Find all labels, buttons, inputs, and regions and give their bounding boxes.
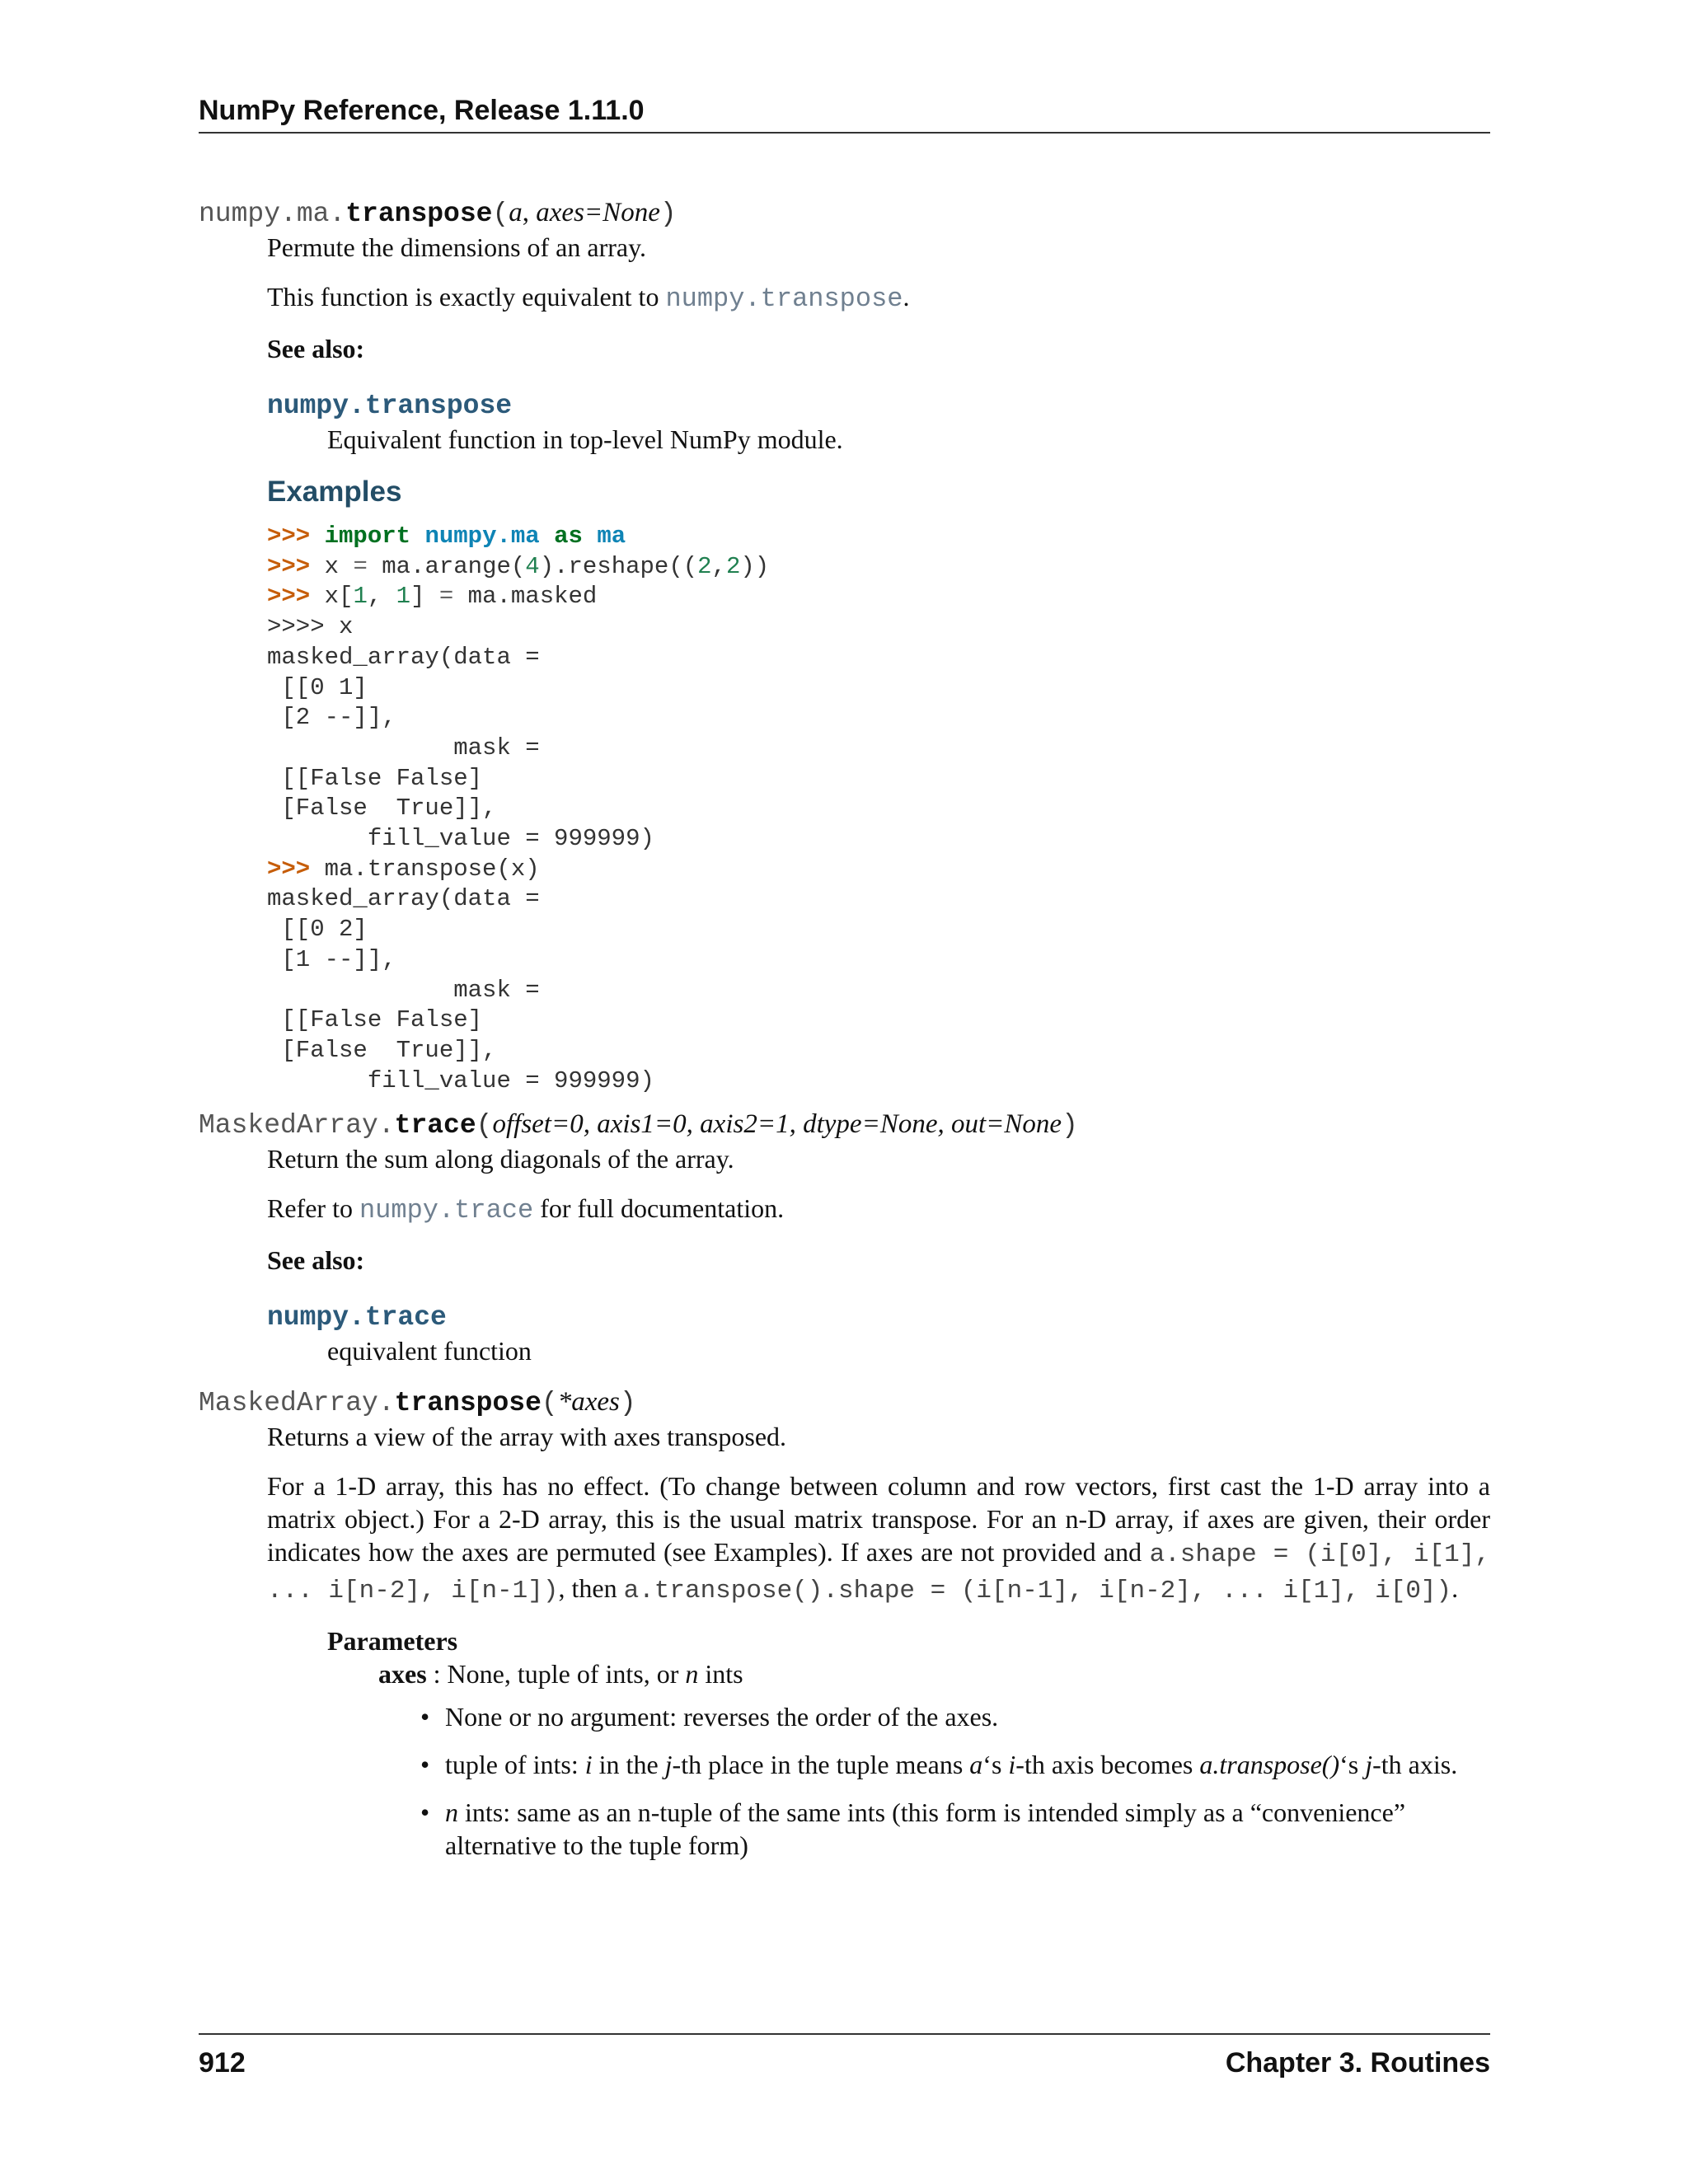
- operator: =: [353, 552, 368, 580]
- text: ‘s: [1339, 1750, 1366, 1780]
- numpy-trace-link[interactable]: numpy.trace: [359, 1195, 534, 1226]
- sig-args: *axes: [557, 1387, 620, 1418]
- page-number: 912: [199, 2047, 246, 2079]
- number: 1: [396, 583, 411, 611]
- code-text: ,: [367, 583, 396, 611]
- code-text: ma.arange(: [367, 552, 526, 580]
- code-example: [267, 522, 1490, 1096]
- see-also-heading: See also:: [267, 334, 365, 363]
- equivalence-text: [267, 280, 1490, 316]
- list-item: [420, 1796, 1490, 1862]
- sig-open-paren: (: [476, 1110, 493, 1141]
- sig-prefix: MaskedArray.: [199, 1388, 395, 1419]
- summary: Return the sum along diagonals of the array.: [267, 1144, 734, 1174]
- text: ‘s: [982, 1750, 1009, 1780]
- ma-transpose-signature: [199, 196, 1490, 231]
- trace-signature: [199, 1108, 1490, 1142]
- prompt: >>>: [267, 583, 311, 611]
- refer-a: Refer to: [267, 1193, 359, 1224]
- equiv-text: This function is exactly equivalent to: [267, 282, 666, 312]
- text: -th axis becomes: [1015, 1750, 1200, 1780]
- code-text: x: [324, 552, 354, 580]
- desc-then: , then: [558, 1573, 624, 1604]
- code-line: [267, 855, 1490, 885]
- text: i: [1008, 1750, 1016, 1780]
- code-text: ]: [410, 583, 439, 611]
- summary: Returns a view of the array with axes transposed.: [267, 1422, 787, 1452]
- list-item: • None or no argument: reverses the order of the axes.: [420, 1700, 1490, 1733]
- param-type: : None, tuple of ints, or: [426, 1659, 686, 1690]
- number: 4: [525, 552, 540, 580]
- text: in the: [592, 1750, 665, 1780]
- see-also-heading: See also:: [267, 1245, 365, 1276]
- sig-name: transpose: [345, 199, 493, 229]
- module-alias: ma: [597, 523, 626, 550]
- page-header: [199, 92, 1490, 134]
- code-output: masked_array(data = [[0 2] [1 --]], mask = [[False False] [False True]], fill_value = 999999): [267, 885, 654, 1094]
- code-text: ma.masked: [453, 583, 598, 611]
- see-also-description: equivalent function: [327, 1336, 532, 1366]
- prompt: >>>: [267, 855, 311, 883]
- param-axes: [378, 1657, 1490, 1862]
- page-content: [199, 196, 1490, 1877]
- desc-text: For a 1-D array, this has no effect. (To change between column and row vectors, first cast the 1-D array into a matrix object.) For a 2-D array, this is the usual matrix transpose. For an n-D array, if axes are given, their order indicates how the axes are permuted (see Examples). If axes are not provided and: [267, 1471, 1490, 1568]
- prompt: >>>: [267, 552, 311, 580]
- code-line: [267, 522, 1490, 552]
- sig-name: trace: [394, 1110, 476, 1141]
- text: -th axis.: [1372, 1750, 1458, 1780]
- module-name: numpy.ma: [424, 523, 540, 550]
- numpy-transpose-link[interactable]: numpy.transpose: [665, 284, 903, 314]
- parameters-section: [327, 1624, 1490, 1862]
- parameters-heading: Parameters: [327, 1626, 458, 1657]
- text: a.transpose(): [1199, 1750, 1340, 1780]
- equiv-end: .: [903, 282, 910, 312]
- text: i: [584, 1750, 593, 1780]
- keyword: import: [324, 523, 411, 550]
- ma-transpose-body: [267, 231, 1490, 1096]
- text: j: [664, 1750, 673, 1780]
- sig-open-paren: (: [541, 1388, 558, 1419]
- prompt: >>>: [267, 523, 311, 550]
- inline-code: a.transpose().shape = (i[n-1], i[n-2], ... i[1], i[0]): [623, 1577, 1452, 1606]
- summary: Permute the dimensions of an array.: [267, 232, 647, 262]
- code-text: ma.transpose(x): [324, 855, 540, 883]
- text: n: [445, 1797, 458, 1828]
- transpose-body: [267, 1420, 1490, 1862]
- text: j: [1365, 1750, 1373, 1780]
- page-footer: [199, 2033, 1490, 2081]
- chapter-title: Chapter 3. Routines: [1225, 2047, 1490, 2079]
- code-text: x[: [324, 583, 354, 611]
- code-output: masked_array(data = [[0 1] [2 --]], mask = [[False False] [False True]], fill_value = 999999): [267, 643, 654, 853]
- sig-sep: ,: [522, 198, 537, 227]
- param-type-end: ints: [698, 1659, 743, 1690]
- sig-arg-axes: axes=None: [536, 198, 660, 227]
- transpose-signature: [199, 1385, 1490, 1420]
- see-also-description: Equivalent function in top-level NumPy module.: [327, 424, 843, 454]
- see-also-link[interactable]: numpy.transpose: [267, 391, 513, 421]
- text: a: [969, 1750, 983, 1780]
- header-title: NumPy Reference, Release 1.11.0: [199, 95, 645, 126]
- sig-close-paren: ): [619, 1388, 636, 1419]
- number: 1: [353, 583, 368, 611]
- desc-end: .: [1451, 1573, 1459, 1604]
- text: -th place in the tuple means: [672, 1750, 970, 1780]
- param-type-n: n: [685, 1659, 699, 1690]
- number: 2: [725, 552, 741, 580]
- text: ints: same as an n-tuple of the same ints (this form is intended simply as a “convenience” alternative to the tuple form): [445, 1797, 1406, 1861]
- operator: =: [438, 583, 454, 611]
- examples-heading: Examples: [267, 476, 402, 508]
- sig-close-paren: ): [659, 199, 677, 229]
- inline-code: a.shape = (i[0], i[1], ... i[n-2], i[n-1]): [267, 1540, 1490, 1606]
- sig-name: transpose: [394, 1388, 542, 1419]
- number: 2: [697, 552, 712, 580]
- refer-b: for full documentation.: [533, 1193, 785, 1224]
- trace-body: [267, 1142, 1490, 1367]
- list-item: [420, 1748, 1490, 1781]
- code-line: >>>> x: [267, 613, 354, 641]
- text: tuple of ints:: [445, 1750, 585, 1780]
- param-options-list: [378, 1700, 1490, 1862]
- code-text: ).reshape((: [539, 552, 698, 580]
- refer-text: [267, 1192, 1490, 1227]
- description-paragraph: [267, 1469, 1490, 1608]
- sig-arg-a: a: [509, 198, 523, 227]
- code-text: ,: [711, 552, 726, 580]
- sig-args: offset=0, axis1=0, axis2=1, dtype=None, out=None: [492, 1109, 1062, 1140]
- see-also-link[interactable]: numpy.trace: [267, 1302, 447, 1333]
- sig-close-paren: ): [1062, 1110, 1078, 1141]
- sig-open-paren: (: [492, 199, 509, 229]
- sig-prefix: MaskedArray.: [199, 1110, 395, 1141]
- code-text: )): [740, 552, 770, 580]
- param-name: axes: [378, 1659, 427, 1690]
- code-line: [267, 552, 1490, 583]
- sig-prefix: numpy.ma.: [199, 199, 346, 229]
- keyword: as: [554, 523, 583, 550]
- code-line: [267, 582, 1490, 612]
